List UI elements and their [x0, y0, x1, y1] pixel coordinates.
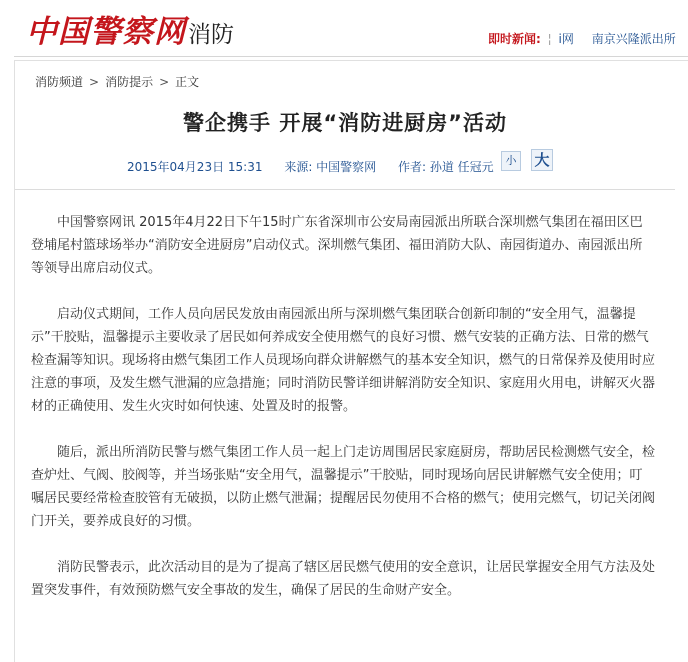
- breadcrumb: [35, 73, 199, 90]
- news-divider: ¦: [547, 32, 552, 46]
- article-paragraph: 中国警察网讯 2015年4月22日下午15时广东省深圳市公安局南园派出所联合深圳燃气集团在福田区巴登埔尾村篮球场举办“消防安全进厨房”启动仪式。深圳燃气集团、福田消防大队、南园街道办、南园派出所等领导出席启动仪式。: [31, 215, 643, 276]
- breadcrumb-current: 正文: [175, 75, 200, 89]
- article-container: [14, 60, 688, 662]
- header-divider: [14, 56, 688, 57]
- breadcrumb-fire-channel[interactable]: 消防频道: [35, 75, 84, 89]
- article-author: 作者: 孙道 任冠元: [398, 160, 494, 174]
- font-size-large-button[interactable]: 大: [531, 149, 553, 171]
- breadcrumb-arrow-icon: >: [159, 75, 170, 89]
- channel-name[interactable]: 消防: [188, 22, 234, 48]
- breaking-news-label: 即时新闻: [488, 32, 537, 46]
- meta-divider: [15, 189, 675, 190]
- article-paragraph: 消防民警表示，此次活动目的是为了提高了辖区居民燃气使用的安全意识，让居民掌握安全用气方法及处置突发事件，有效预防燃气安全事故的发生，确保了居民的生命财产安全。: [31, 560, 656, 598]
- article-source: 来源: 中国警察网: [284, 160, 377, 174]
- breaking-news-bar: [488, 30, 676, 47]
- article-paragraph: 随后，派出所消防民警与燃气集团工作人员一起上门走访周围居民家庭厨房，帮助居民检测燃气安全，检查炉灶、气阀、胶阀等，并当场张贴“安全用气，温馨提示”干胶贴，同时现场向居民讲解燃气安全使用；叮嘱居民要经常检查胶管有无破损，以防止燃气泄漏；提醒居民勿使用不合格的燃气；使用完燃气，切记关闭阀门开关，要养成良好的习惯。: [31, 445, 656, 529]
- news-item-2[interactable]: 南京兴隆派出所: [591, 32, 676, 46]
- site-header: [0, 0, 688, 56]
- news-item-1[interactable]: i网: [558, 32, 574, 46]
- font-size-small-button[interactable]: 小: [501, 151, 521, 171]
- breadcrumb-arrow-icon: >: [89, 75, 100, 89]
- site-logo[interactable]: 中国警察网: [26, 14, 186, 50]
- breaking-news-colon: :: [536, 32, 541, 46]
- breadcrumb-fire-tips[interactable]: 消防提示: [105, 75, 154, 89]
- article-body: [31, 211, 655, 625]
- article-paragraph: 启动仪式期间，工作人员向居民发放由南园派出所与深圳燃气集团联合创新印制的“安全用气，温馨提示”干胶贴，温馨提示主要收录了居民如何养成安全使用燃气的良好习惯、燃气安装的正确方法、日常的燃气检查漏等知识。现场将由燃气集团工作人员现场向群众讲解燃气的基本安全知识，燃气的日常保养及使用时应注意的事项，及发生燃气泄漏的应急措施；同时消防民警详细讲解消防安全知识、家庭用火用电，讲解灭火器材的正确使用、发生火灾时如何快速、处置及时的报警。: [31, 307, 656, 414]
- article-title: 警企携手 开展“消防进厨房”活动: [183, 111, 507, 135]
- article-meta: [127, 158, 494, 175]
- publish-date: 2015年04月23日 15:31: [127, 160, 263, 174]
